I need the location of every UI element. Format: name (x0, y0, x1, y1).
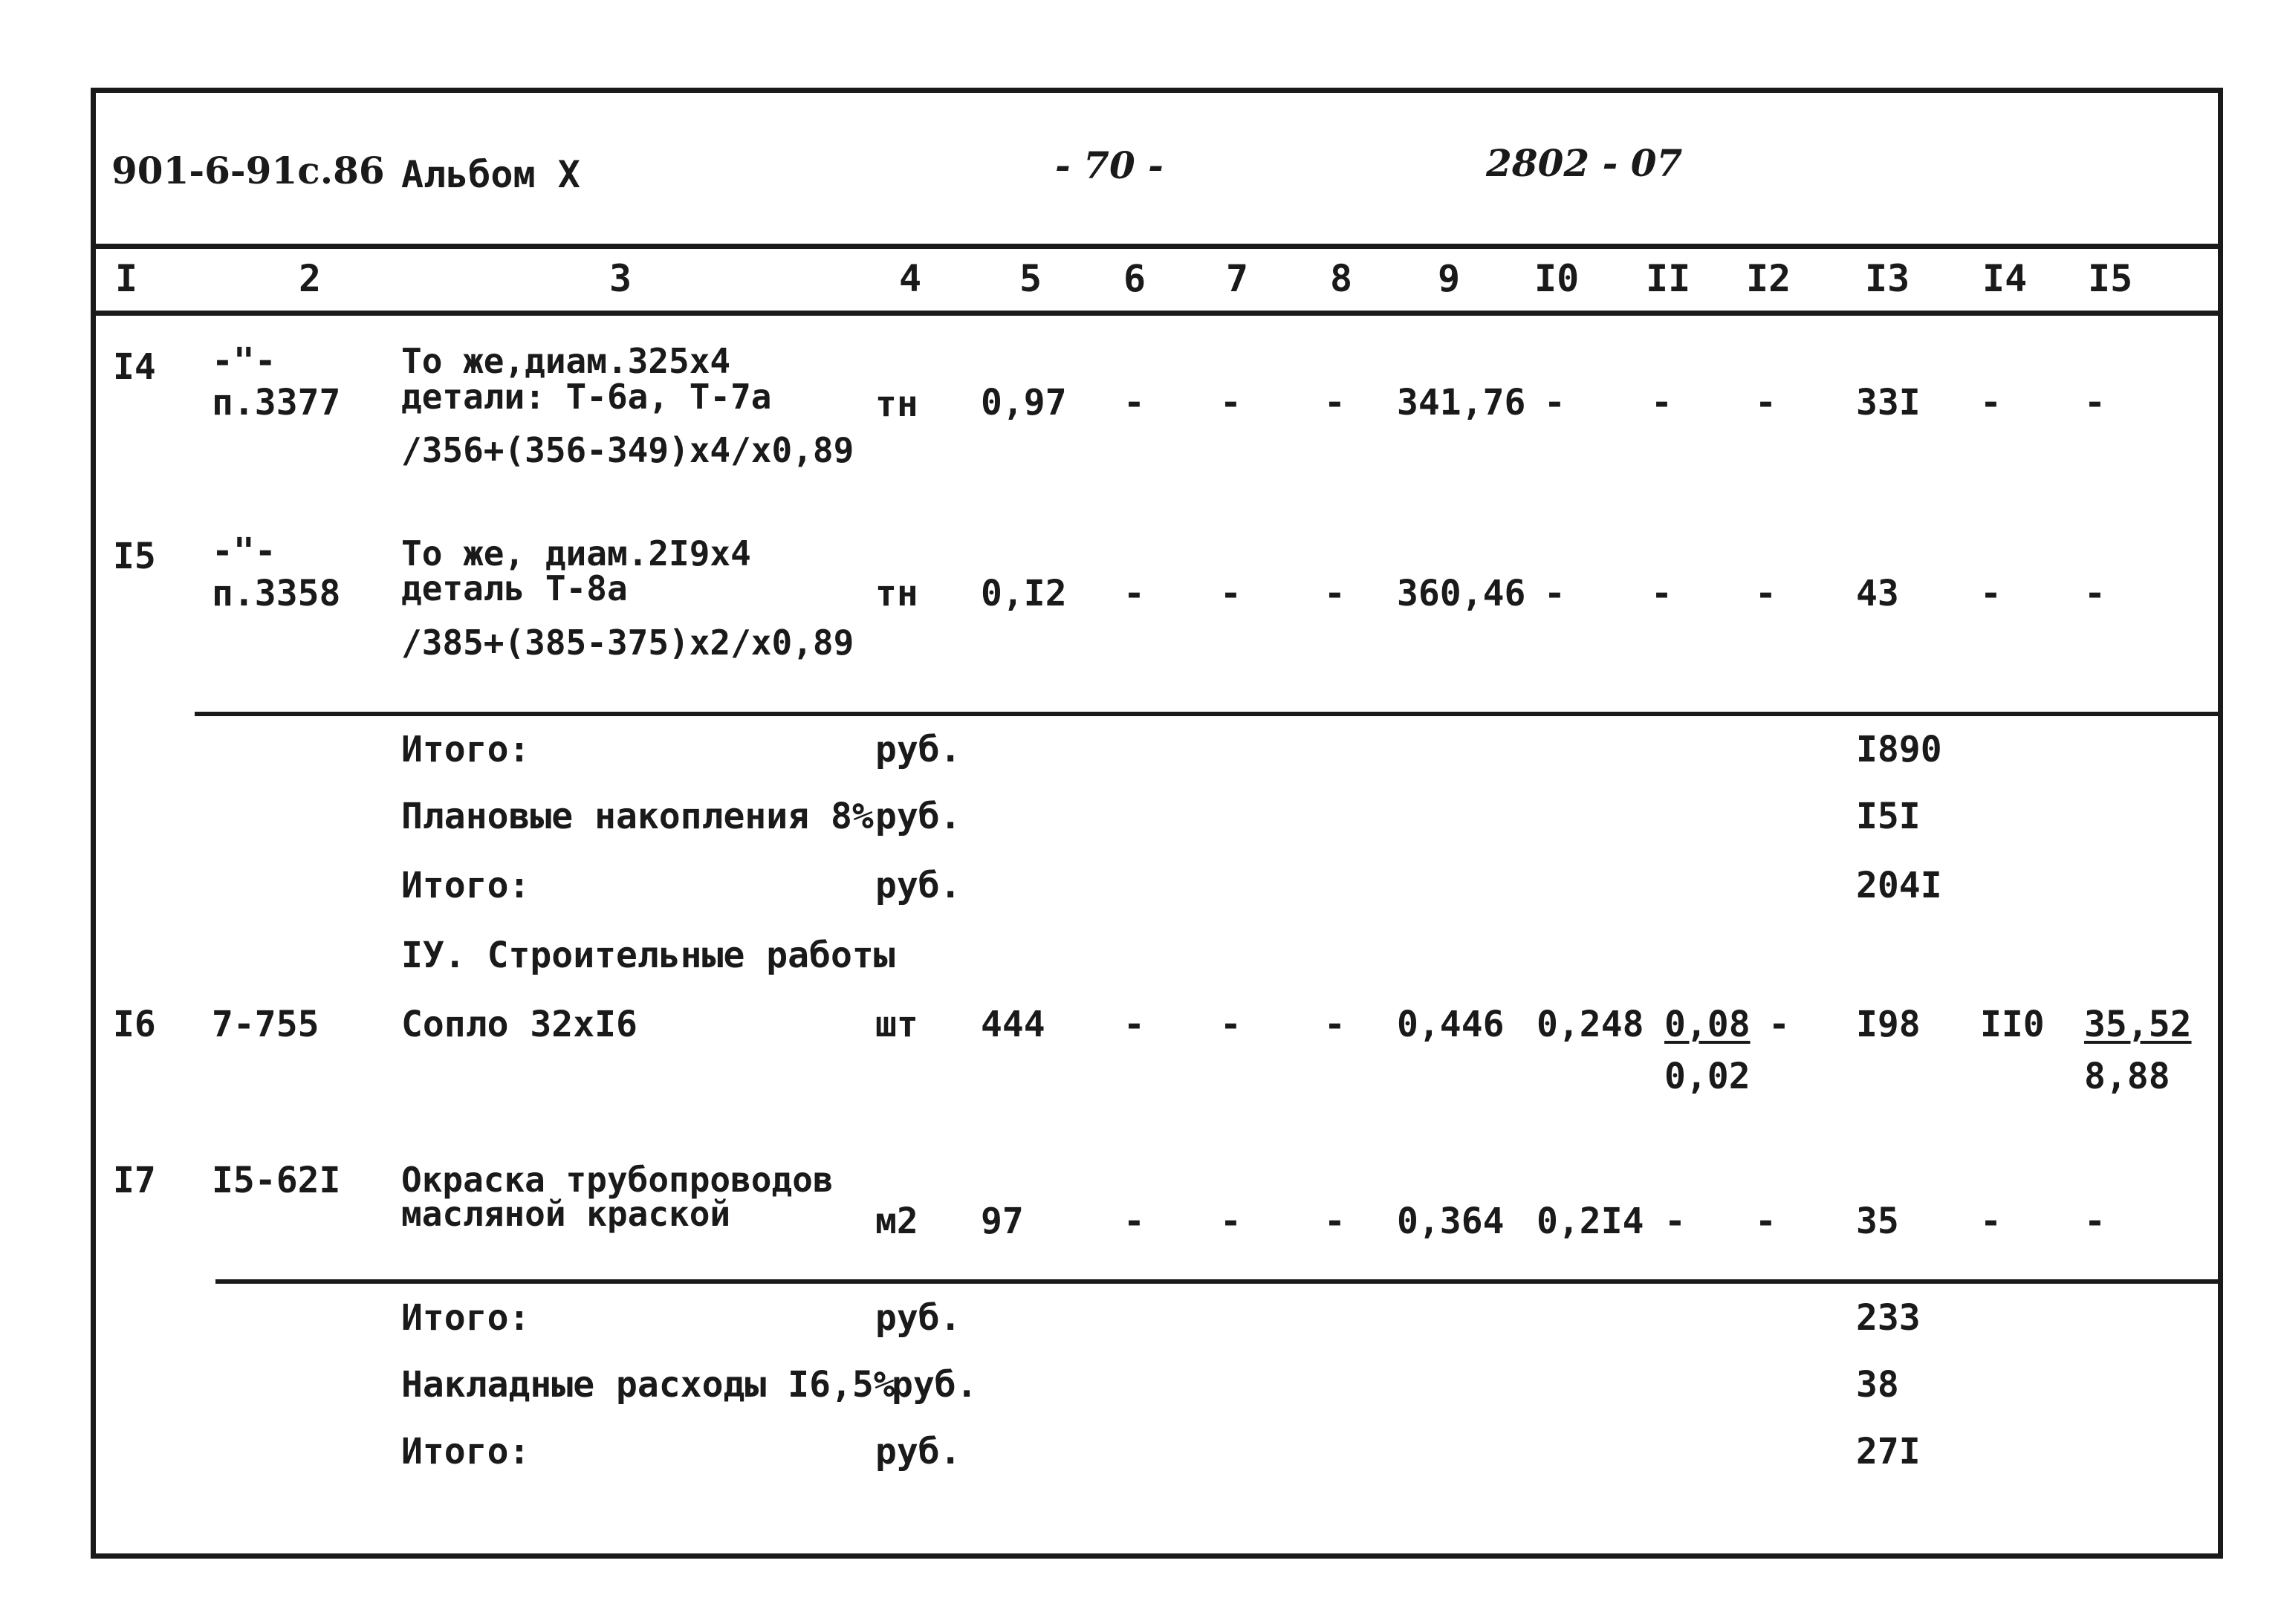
row-c8: - (1324, 1201, 1346, 1242)
summary-value: 38 (1856, 1364, 1899, 1406)
header-rule-bottom (92, 311, 2219, 316)
row-c13: 33I (1856, 382, 1921, 423)
row-number: I4 (113, 346, 156, 388)
row-c14: - (1980, 382, 2002, 423)
row-c9: 341,76 (1397, 382, 1526, 423)
row-c7: - (1220, 573, 1242, 614)
summary-unit: руб. (875, 729, 961, 770)
row-c12: - (1768, 1004, 1790, 1045)
row-c15: - (2084, 573, 2106, 614)
col-header-13: I3 (1865, 257, 1910, 300)
summary-label: Плановые накопления 8% (401, 796, 874, 837)
row-c5: 0,97 (981, 382, 1067, 423)
section-rule (195, 712, 2219, 716)
row-c9: 360,46 (1397, 573, 1526, 614)
row-c14: - (1980, 573, 2002, 614)
row-c15: - (2084, 382, 2106, 423)
row-number: I5 (113, 536, 156, 577)
summary-value: 233 (1856, 1297, 1921, 1339)
summary-label: Итого: (401, 1431, 531, 1472)
row-description: То же,диам.325х4 (401, 341, 731, 381)
row-description: Окраска трубопроводов (401, 1160, 834, 1200)
row-c11: - (1651, 382, 1673, 423)
row-c14: - (1980, 1201, 2002, 1242)
summary-label: Накладные расходы I6,5% (401, 1364, 895, 1406)
row-ref: п.3377 (212, 382, 341, 423)
row-c13: 43 (1856, 573, 1899, 614)
summary-label: Итого: (401, 729, 531, 770)
row-description: масляной краской (401, 1194, 731, 1234)
row-c11-lower: 0,02 (1664, 1056, 1751, 1097)
row-c11: - (1651, 573, 1673, 614)
col-header-4: 4 (899, 257, 922, 300)
col-header-1: I (115, 257, 138, 300)
row-c5: 97 (981, 1201, 1024, 1242)
row-c10: 0,2I4 (1537, 1201, 1644, 1242)
row-c8: - (1324, 1004, 1346, 1045)
row-ref: I5-62I (212, 1160, 341, 1201)
row-c12: - (1755, 573, 1777, 614)
row-c5: 0,I2 (981, 573, 1067, 614)
col-header-14: I4 (1982, 257, 2028, 300)
row-c6: - (1123, 573, 1145, 614)
header-rule-top (92, 244, 2219, 249)
row-number: I7 (113, 1160, 156, 1201)
row-description: детали: Т-6а, Т-7а (401, 377, 772, 417)
album-label: Альбом X (401, 153, 580, 196)
row-c7: - (1220, 382, 1242, 423)
col-header-2: 2 (299, 257, 322, 300)
col-header-15: I5 (2088, 257, 2133, 300)
row-c6: - (1123, 1004, 1145, 1045)
row-description: /356+(356-349)х4/х0,89 (401, 430, 854, 470)
row-c15: 35,52 (2084, 1004, 2192, 1045)
row-c10: 0,248 (1537, 1004, 1644, 1045)
row-c15: - (2084, 1201, 2106, 1242)
row-c9: 0,446 (1397, 1004, 1505, 1045)
doc-code: 901-6-91с.86 (111, 149, 385, 192)
row-c10: - (1544, 382, 1566, 423)
row-c7: - (1220, 1004, 1242, 1045)
summary-unit: руб. (875, 865, 961, 906)
col-header-11: II (1646, 257, 1691, 300)
row-c6: - (1123, 1201, 1145, 1242)
row-c12: - (1755, 1201, 1777, 1242)
col-header-3: 3 (609, 257, 632, 300)
col-header-6: 6 (1123, 257, 1146, 300)
summary-unit: руб. (875, 1297, 961, 1339)
col-header-7: 7 (1226, 257, 1249, 300)
row-c13: I98 (1856, 1004, 1921, 1045)
summary-label: Итого: (401, 1297, 531, 1339)
row-c13: 35 (1856, 1201, 1899, 1242)
section-rule (215, 1279, 2219, 1284)
row-ref: -"- (212, 530, 276, 572)
summary-value: 27I (1856, 1431, 1921, 1472)
row-description: То же, диам.2I9х4 (401, 533, 751, 574)
row-c11: 0,08 (1664, 1004, 1751, 1045)
row-ref: -"- (212, 340, 276, 382)
row-unit: тн (875, 383, 918, 425)
row-unit: шт (875, 1004, 918, 1045)
row-description: Сопло 32хI6 (401, 1004, 637, 1045)
row-number: I6 (113, 1004, 156, 1045)
row-description: деталь Т-8а (401, 568, 628, 608)
section-title: IУ. Строительные работы (401, 935, 895, 976)
page-number: - 70 - (1055, 143, 1164, 187)
row-unit: м2 (875, 1201, 918, 1242)
row-c11: - (1664, 1201, 1686, 1242)
row-c9: 0,364 (1397, 1201, 1505, 1242)
row-ref: п.3358 (212, 573, 341, 614)
row-c15-lower: 8,88 (2084, 1056, 2170, 1097)
row-c12: - (1755, 382, 1777, 423)
row-c8: - (1324, 573, 1346, 614)
row-c7: - (1220, 1201, 1242, 1242)
row-unit: тн (875, 573, 918, 614)
row-c8: - (1324, 382, 1346, 423)
row-c14: II0 (1980, 1004, 2045, 1045)
row-c6: - (1123, 382, 1145, 423)
row-ref: 7-755 (212, 1004, 319, 1045)
summary-unit: руб. (875, 796, 961, 837)
col-header-5: 5 (1019, 257, 1042, 300)
row-description: /385+(385-375)х2/х0,89 (401, 623, 854, 663)
summary-unit: руб. (892, 1364, 978, 1406)
col-header-12: I2 (1746, 257, 1791, 300)
summary-unit: руб. (875, 1431, 961, 1472)
row-c5: 444 (981, 1004, 1045, 1045)
summary-value: 204I (1856, 865, 1942, 906)
sheet-code: 2802 - 07 (1486, 141, 1683, 185)
row-c10: - (1544, 573, 1566, 614)
col-header-10: I0 (1534, 257, 1580, 300)
summary-label: Итого: (401, 865, 531, 906)
summary-value: I890 (1856, 729, 1942, 770)
summary-value: I5I (1856, 796, 1921, 837)
col-header-9: 9 (1438, 257, 1461, 300)
col-header-8: 8 (1330, 257, 1353, 300)
